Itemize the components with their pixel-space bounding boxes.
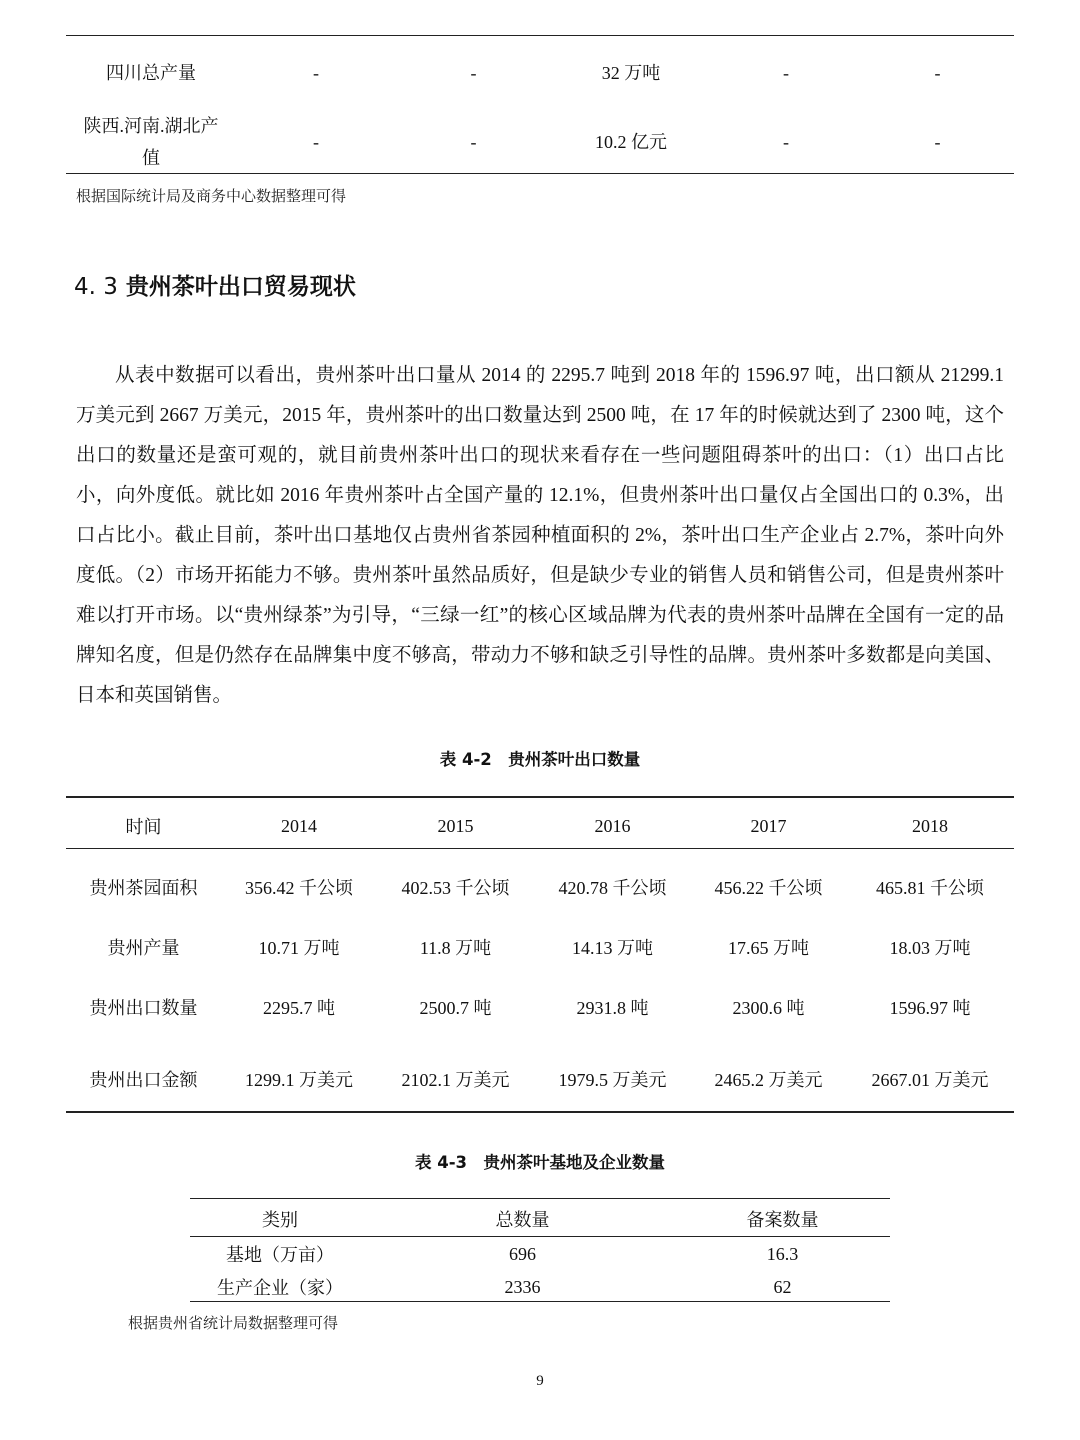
table-cell: 420.78 千公顷 bbox=[558, 878, 667, 898]
column-header: 备案数量 bbox=[746, 1210, 819, 1230]
table-cell: 17.65 万吨 bbox=[728, 938, 809, 958]
table-cell: - bbox=[934, 132, 941, 152]
column-header: 总数量 bbox=[495, 1210, 550, 1230]
table-bottom-rule bbox=[66, 1111, 1014, 1113]
table-row bbox=[66, 987, 1014, 1027]
table-cell: 11.8 万吨 bbox=[419, 938, 492, 958]
row-label: 生产企业（家） bbox=[217, 1278, 343, 1298]
table-cell: 456.22 千公顷 bbox=[714, 878, 823, 898]
table-bottom-rule bbox=[190, 1301, 890, 1302]
table-cell: 465.81 千公顷 bbox=[876, 878, 984, 898]
table-cell: 2336 bbox=[504, 1276, 541, 1297]
row-label: 基地（万亩） bbox=[226, 1245, 334, 1265]
table-cell: 1299.1 万美元 bbox=[245, 1070, 353, 1090]
table-cell: 16.3 bbox=[766, 1243, 799, 1264]
table-row bbox=[66, 110, 1014, 174]
column-header: 2014 bbox=[281, 815, 317, 836]
table-continuation bbox=[66, 0, 1014, 180]
table-header-row bbox=[66, 806, 1014, 846]
section-heading bbox=[74, 268, 356, 301]
source-note: 根据国际统计局及商务中心数据整理可得 bbox=[76, 189, 347, 205]
body-text bbox=[76, 356, 1004, 716]
column-header: 2017 bbox=[750, 815, 787, 836]
section-title: 贵州茶叶出口贸易现状 bbox=[125, 274, 356, 300]
table-top-rule bbox=[66, 35, 1014, 36]
table-top-rule bbox=[190, 1198, 890, 1199]
source-note: 根据贵州省统计局数据整理可得 bbox=[128, 1316, 339, 1332]
table-cell: - bbox=[934, 63, 941, 83]
table-bottom-rule bbox=[66, 173, 1014, 174]
table-cell: 2931.8 吨 bbox=[576, 998, 649, 1018]
table-cell: 32 万吨 bbox=[601, 63, 661, 83]
row-label-line: 陕西.河南.湖北产 bbox=[83, 116, 219, 136]
table-cell: - bbox=[313, 132, 319, 152]
row-label: 四川总产量 bbox=[106, 63, 196, 83]
table-cell: 2295.7 吨 bbox=[263, 998, 335, 1018]
table-cell: - bbox=[313, 63, 319, 83]
page-number: 9 bbox=[536, 1373, 544, 1389]
table-caption: 表 4-2 贵州茶叶出口数量 bbox=[439, 750, 641, 769]
column-header: 2015 bbox=[437, 815, 474, 836]
table-row bbox=[66, 57, 1014, 89]
table-header-row bbox=[190, 1203, 890, 1235]
table-cell: - bbox=[470, 63, 477, 83]
table-cell: 2500.7 吨 bbox=[419, 998, 492, 1018]
table-cell: 2102.1 万美元 bbox=[401, 1070, 510, 1090]
table-cell: 10.2 亿元 bbox=[595, 132, 667, 152]
table-cell: 2667.01 万美元 bbox=[871, 1070, 989, 1090]
table-caption: 表 4-3 贵州茶叶基地及企业数量 bbox=[414, 1153, 666, 1172]
row-label-line: 值 bbox=[142, 148, 160, 168]
row-label: 贵州产量 bbox=[107, 938, 180, 958]
table-cell: 402.53 千公顷 bbox=[401, 878, 510, 898]
row-label: 贵州出口金额 bbox=[89, 1070, 198, 1090]
table-cell: 2465.2 万美元 bbox=[714, 1070, 823, 1090]
table-row bbox=[190, 1271, 890, 1303]
column-header: 时间 bbox=[125, 817, 162, 837]
table-cell: 62 bbox=[773, 1276, 792, 1297]
table-row bbox=[66, 1059, 1014, 1099]
table-header-rule bbox=[66, 848, 1014, 849]
table-top-rule bbox=[66, 796, 1014, 798]
table-cell: 356.42 千公顷 bbox=[245, 878, 353, 898]
table-cell: - bbox=[783, 132, 789, 152]
table-cell: 10.71 万吨 bbox=[258, 938, 340, 958]
table-4-2 bbox=[66, 796, 1014, 1116]
table-cell: - bbox=[470, 132, 477, 152]
row-label: 贵州出口数量 bbox=[89, 998, 198, 1018]
column-header: 类别 bbox=[262, 1210, 298, 1230]
table-header-rule bbox=[190, 1236, 890, 1237]
table-row bbox=[190, 1238, 890, 1270]
row-label: 贵州茶园面积 bbox=[89, 878, 198, 898]
table-cell: 1979.5 万美元 bbox=[558, 1070, 667, 1090]
section-number: 4. 3 bbox=[74, 274, 118, 300]
table-cell: 2300.6 吨 bbox=[732, 998, 805, 1018]
table-cell: 696 bbox=[509, 1243, 536, 1264]
table-row bbox=[66, 867, 1014, 907]
column-header: 2016 bbox=[594, 815, 631, 836]
column-header: 2018 bbox=[912, 815, 948, 836]
table-cell: 18.03 万吨 bbox=[889, 938, 971, 958]
table-cell: 1596.97 吨 bbox=[889, 998, 971, 1018]
paragraph: 从表中数据可以看出，贵州茶叶出口量从 2014 的 2295.7 吨到 2018 年的 1596.97 吨，出口额从 21299.1 万美元到 2667 万美元，2015 年，贵州茶叶的出口数量达到 2500 吨，在 17 年的时候就达到了 2300 吨，这个出口的数量还是蛮可观的，就目前贵州茶叶出口的现状来看存在一些问题阻碍茶叶的出口：（1）出口占比小，向外度低。就比如 2016 年贵州茶叶占全国产量的 12.1%，但贵州茶叶出口量仅占全国出口的 0.3%，出口占比小。截止目前，茶叶出口基地仅占贵州省茶园种植面积的 2%，茶叶出口生产企业占 2.7%，茶叶向外度低。（2）市场开拓能力不够。贵州茶叶虽然品质好，但是缺少专业的销售人员和销售公司，但是贵州茶叶难以打开市场。以“贵州绿茶”为引导，“三绿一红”的核心区域品牌为代表的贵州茶叶品牌在全国有一定的品牌知名度，但是仍然存在品牌集中度不够高，带动力不够和缺乏引导性的品牌。贵州茶叶多数都是向美国、日本和英国销售。 bbox=[76, 365, 1004, 706]
table-row bbox=[66, 927, 1014, 967]
table-4-3 bbox=[190, 1198, 890, 1308]
table-cell: - bbox=[783, 63, 789, 83]
row-label bbox=[66, 110, 236, 174]
table-cell: 14.13 万吨 bbox=[572, 938, 653, 958]
